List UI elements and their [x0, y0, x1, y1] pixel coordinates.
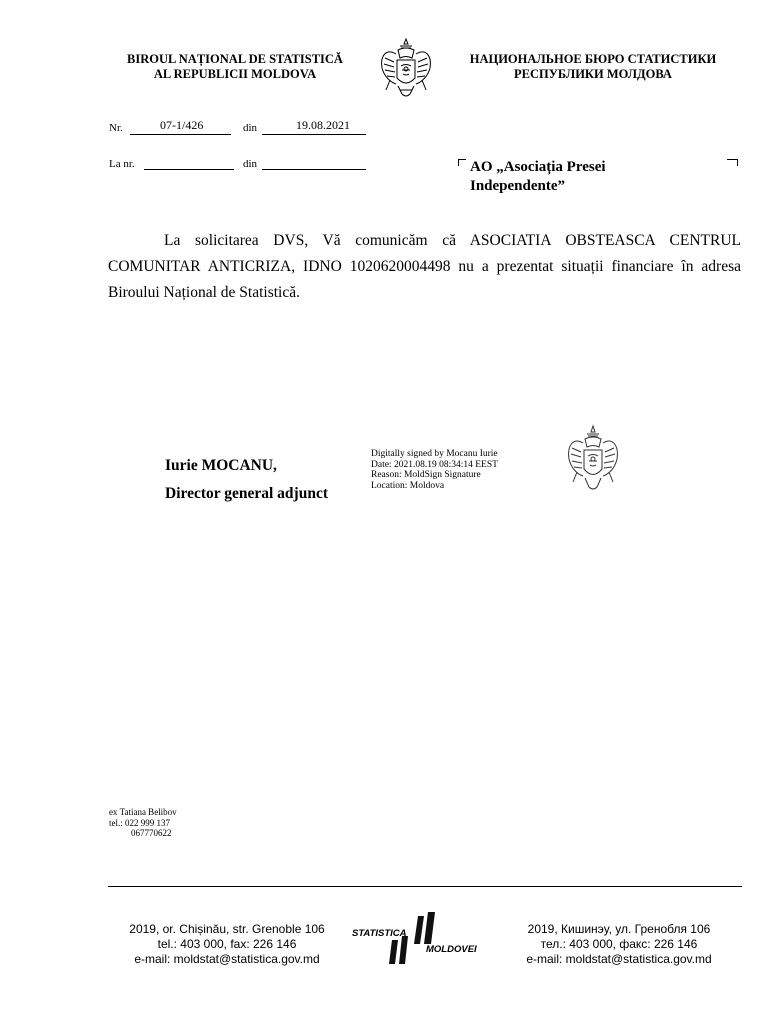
footer-right-line1: 2019, Кишинэу, ул. Гренобля 106 [527, 922, 711, 936]
recipient [460, 158, 690, 196]
letter-body: La solicitarea DVS, Vă comunicăm că ASOCIATIA OBSTEASCA CENTRUL COMUNITAR ANTICRIZA, IDNO 1020620004498 nu a prezentat situații financiare în adresa Biroului Național de Statistică. [108, 232, 741, 301]
date-value: 19.08.2021 [296, 118, 350, 132]
logo-text-bottom: MOLDOVEI [426, 944, 477, 955]
contact-info [109, 807, 177, 839]
contact-line3: 067770622 [131, 828, 172, 838]
logo-bars-icon [352, 910, 488, 968]
din-label: din [243, 122, 258, 134]
signer-title: Director general adjunct [165, 485, 328, 502]
digital-signature-line3: Reason: MoldSign Signature [371, 470, 481, 480]
la-nr-label: La nr. [109, 158, 135, 170]
recipient-line1: AO „Asociația Presei [470, 159, 606, 175]
digital-signature-line2: Date: 2021.08.19 08:34:14 EEST [371, 459, 498, 470]
header-left-line1: BIROUL NAȚIONAL DE STATISTICĂ [127, 52, 343, 66]
nr-value: 07-1/426 [160, 118, 204, 132]
footer-right-line2: тел.: 403 000, факс: 226 146 [540, 937, 698, 951]
statistica-logo [352, 910, 488, 968]
din2-underline [262, 169, 366, 170]
signer [165, 452, 328, 508]
footer-left-line3: e-mail: moldstat@statistica.gov.md [134, 952, 320, 966]
date-underline [262, 134, 366, 135]
la-nr-underline [144, 169, 234, 170]
contact-line1: ex Tatiana Belibov [109, 807, 177, 817]
coat-of-arms-icon [376, 36, 436, 102]
contact-line2: tel.: 022 999 137 [109, 817, 170, 828]
nr-label: Nr. [109, 122, 123, 134]
footer-divider [108, 886, 742, 887]
nr-underline [130, 134, 231, 135]
signer-name: Iurie MOCANU, [165, 457, 277, 474]
header-left-line2: AL REPUBLICII MOLDOVA [153, 67, 317, 81]
logo-text-top: STATISTICA [352, 928, 407, 939]
recipient-corner-right [727, 159, 738, 166]
header-left [104, 52, 366, 82]
footer-left-line1: 2019, or. Chișinău, str. Grenoble 106 [129, 922, 325, 936]
footer-left [112, 922, 342, 967]
footer-right-line3: e-mail: moldstat@statistica.gov.md [526, 952, 712, 966]
recipient-line2: Independente” [470, 178, 566, 194]
signature-coat-of-arms-icon [564, 424, 622, 501]
header-right [448, 52, 738, 82]
footer-right [503, 922, 735, 967]
header-right-line2: РЕСПУБЛИКИ МОЛДОВА [514, 67, 672, 81]
footer-left-line2: tel.: 403 000, fax: 226 146 [157, 937, 297, 951]
digital-signature-line1: Digitally signed by Mocanu Iurie [371, 449, 498, 459]
digital-signature [371, 449, 498, 491]
din2-label: din [243, 158, 258, 170]
digital-signature-line4: Location: Moldova [371, 480, 445, 491]
header-right-line1: НАЦИОНАЛЬНОЕ БЮРО СТАТИСТИКИ [469, 52, 717, 66]
